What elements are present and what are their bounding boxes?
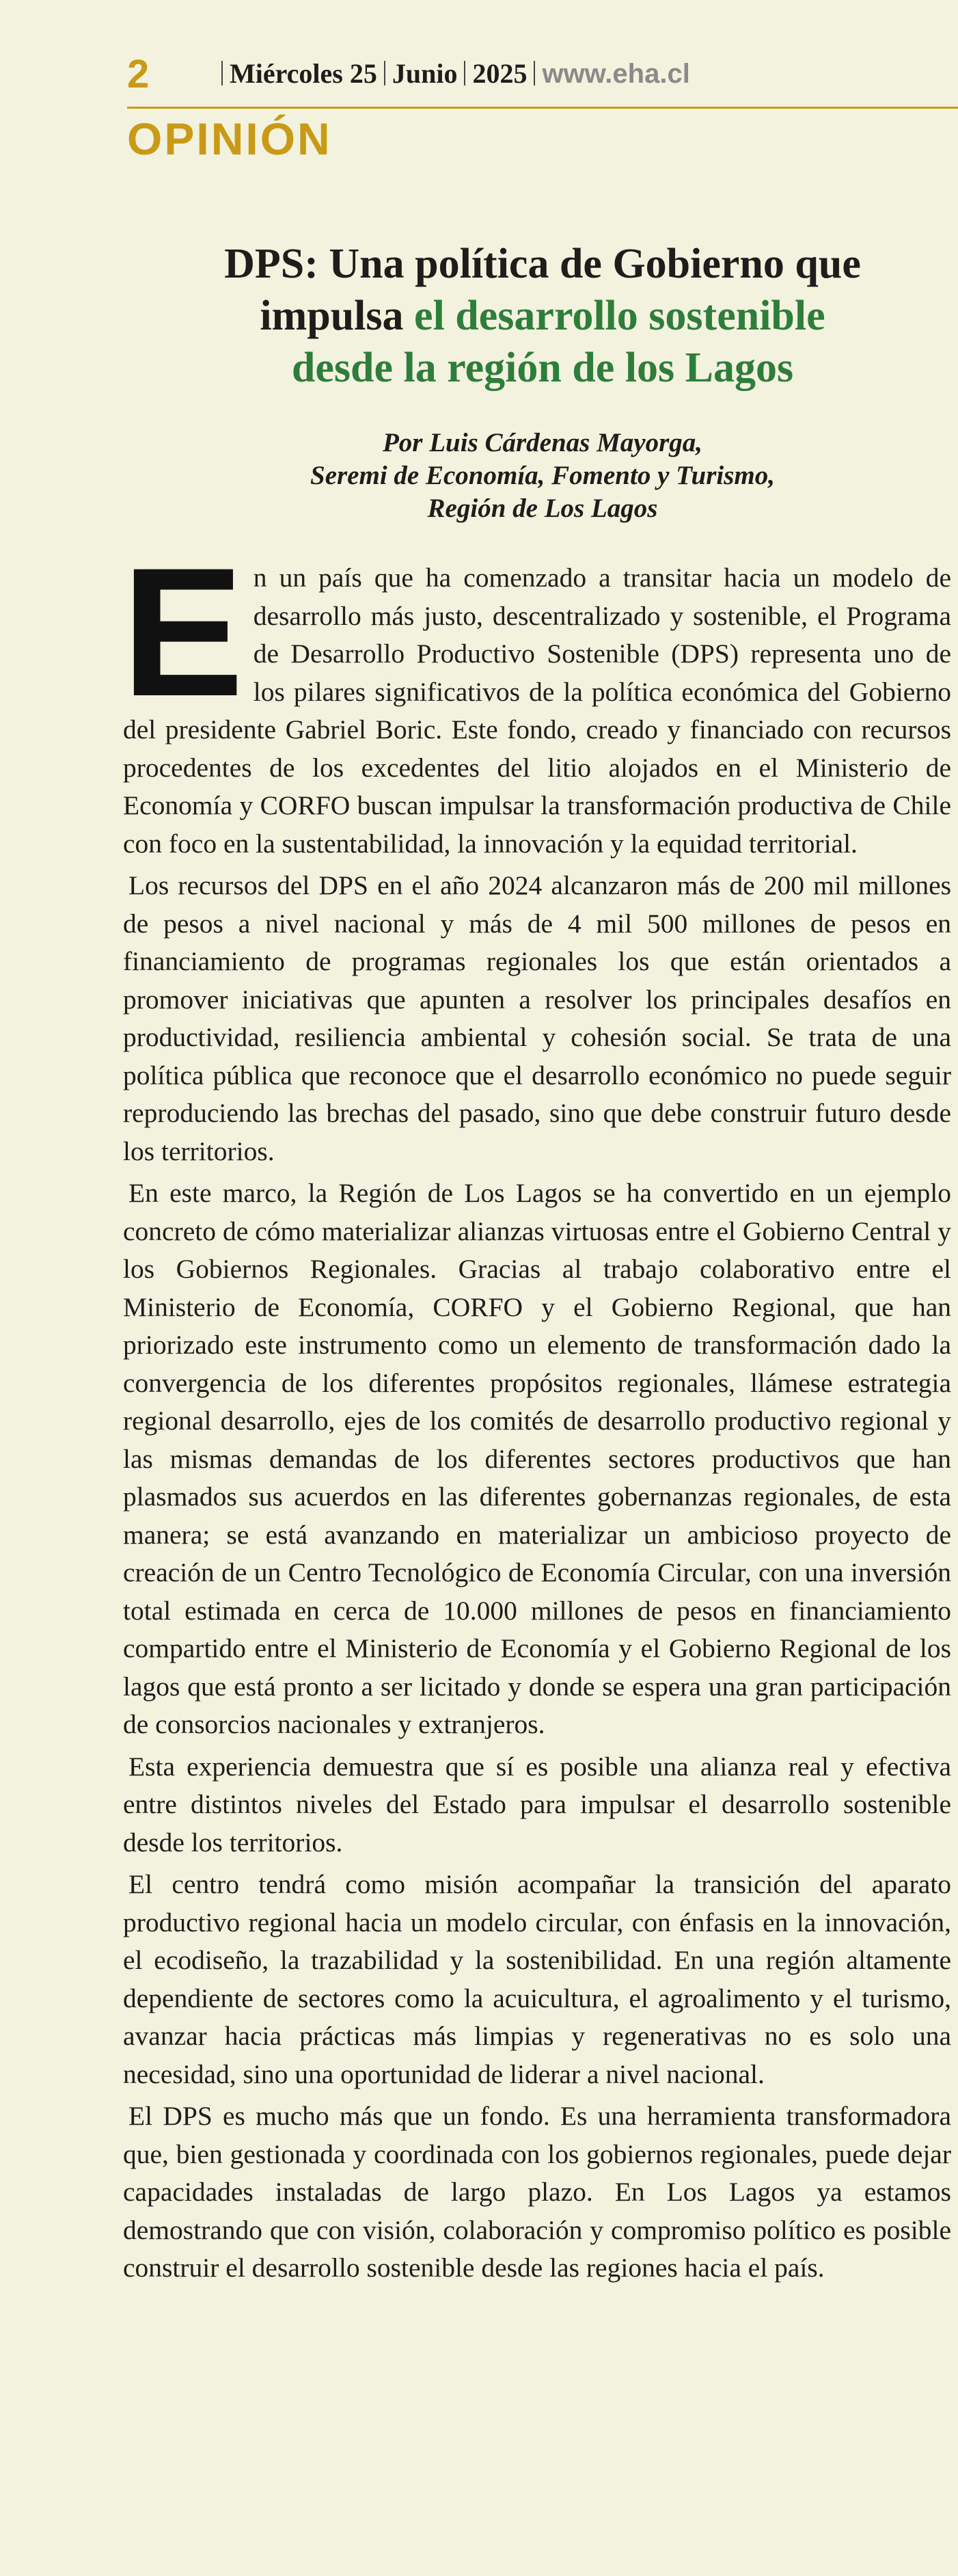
byline — [127, 427, 958, 525]
article-paragraph: Esta experiencia demuestra que sí es posible una alianza real y efectiva entre distintos niveles del Estado para impulsar el desarrollo sostenible desde los territorios. — [123, 1751, 951, 1857]
headline-line-2-dark: impulsa — [260, 293, 404, 339]
date-year: 2025 — [472, 58, 528, 89]
article-paragraph: El centro tendrá como misión acompañar la transición del aparato productivo regional hacia un modelo circular, con énfasis en la innovación, el ecodiseño, la trazabilidad y la sostenibilidad. En una región altamente dependiente de sectores como la acuicultura, el agroalimento y el turismo, avanzar hacia prácticas más limpias y regenerativas no es solo una necesidad, sino una oportunidad de liderar a nivel nacional. — [123, 1869, 951, 2089]
date-month: Junio — [392, 58, 458, 89]
dateline — [215, 60, 690, 88]
headline-line-1: DPS: Una política de Gobierno que — [224, 241, 861, 287]
date-day: Miércoles 25 — [230, 58, 377, 89]
divider — [534, 61, 535, 85]
article-paragraph: Los recursos del DPS en el año 2024 alcanzaron más de 200 mil millones de pesos a nivel nacional y más de 4 mil 500 millones de pesos en financiamiento de programas regionales los que están orientados a promover iniciativas que apunten a resolver los principales desafíos en productividad, resiliencia ambiental y cohesión social. Se trata de una política pública que reconoce que el desarrollo económico no puede seguir reproduciendo las brechas del pasado, sino que debe construir futuro desde los territorios. — [123, 870, 951, 1166]
website-link[interactable]: www.eha.cl — [542, 59, 690, 89]
byline-author: Por Luis Cárdenas Mayorga, — [382, 428, 703, 457]
header-rule — [127, 107, 958, 109]
section-title: OPINIÓN — [127, 113, 332, 164]
article-paragraph: En este marco, la Región de Los Lagos se ha convertido en un ejemplo concreto de cómo materializar alianzas virtuosas entre el Gobierno Central y los Gobiernos Regionales. Gracias al trabajo colaborativo entre el Ministerio de Economía, CORFO y el Gobierno Regional, que han priorizado este instrumento como un elemento de transformación dado la convergencia de los diferentes propósitos regionales, llámese estrategia regional desarrollo, ejes de los comités de desarrollo productivo regional y las mismas demandas de los diferentes sectores productivos que han plasmados sus acuerdos en las diferentes gobernanzas regionales, de esta manera; se está avanzando en materializar un ambicioso proyecto de creación de un Centro Tecnológico de Economía Circular, con una inversión total estimada en cerca de 10.000 millones de pesos en financiamiento compartido entre el Ministerio de Economía y el Gobierno Regional de los lagos que está pronto a ser licitado y donde se espera una gran participación de consorcios nacionales y extranjeros. — [123, 1178, 951, 1739]
headline-line-2-green: el desarrollo sostenible — [414, 293, 825, 339]
article-body — [122, 529, 951, 2292]
article-headline — [127, 238, 958, 394]
headline-line-3: desde la región de los Lagos — [291, 345, 794, 391]
divider — [384, 61, 385, 85]
page-header — [0, 0, 958, 171]
byline-region: Región de Los Lagos — [427, 494, 658, 523]
drop-cap: E — [122, 529, 244, 734]
article-paragraph — [122, 529, 951, 863]
article-paragraph: El DPS es mucho más que un fondo. Es una herramienta transformadora que, bien gestionada y coordinada con los gobiernos regionales, puede dejar capacidades instaladas de largo plazo. En Los Lagos ya estamos demostrando que con visión, colaboración y compromiso político es posible construir el desarrollo sostenible desde las regiones hacia el país. — [123, 2101, 951, 2283]
byline-role: Seremi de Economía, Fomento y Turismo, — [310, 461, 775, 490]
paragraph-text: n un país que ha comenzado a transitar hacia un modelo de desarrollo más justo, descentralizado y sostenible, el Programa de Desarrollo Productivo Sostenible (DPS) representa uno de los pilares significativos de la política económica del Gobierno del presidente Gabriel Boric. Este fondo, creado y financiado con recursos procedentes de los excedentes del litio alojados en el Ministerio de Economía y CORFO buscan impulsar la transformación productiva de Chile con foco en la sustentabilidad, la innovación y la equidad territorial. — [123, 563, 951, 859]
divider — [221, 61, 223, 85]
page-number: 2 — [127, 52, 150, 96]
divider — [464, 61, 465, 85]
